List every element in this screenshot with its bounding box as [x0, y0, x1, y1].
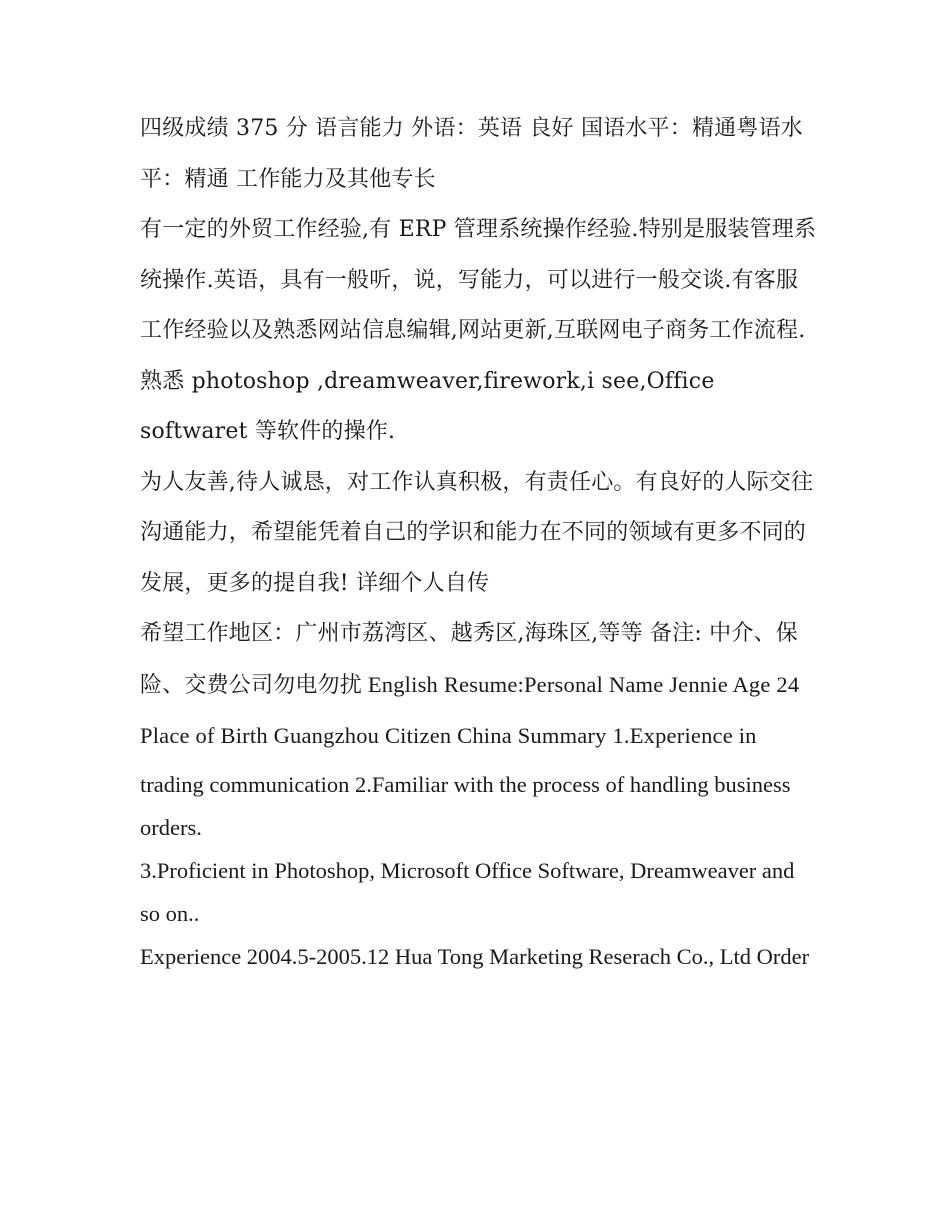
english-resume-intro: English Resume:Personal Name Jennie Age 24 Place of Birth Guangzhou Citizen China Summary 1.Experience in: [140, 671, 800, 748]
paragraph-skills-summary: 四级成绩 375 分 语言能力 外语：英语 良好 国语水平：精通粤语水平：精通 工作能力及其他专长: [140, 116, 803, 192]
paragraph-summary-trading: trading communication 2.Familiar with the process of handling business orders.: [140, 771, 791, 840]
paragraph-experience: Experience 2004.5-2005.12 Hua Tong Marketing Reserach Co., Ltd Order: [140, 943, 810, 969]
document-body: [140, 104, 820, 978]
paragraph-personal-traits: 为人友善,待人诚恳，对工作认真积极，有责任心。有良好的人际交往沟通能力，希望能凭着自己的学识和能力在不同的领域有更多不同的发展，更多的提自我! 详细个人自传: [140, 469, 814, 596]
paragraph-work-experience: 有一定的外贸工作经验,有 ERP 管理系统操作经验.特别是服装管理系统操作.英语，具有一般听，说，写能力，可以进行一般交谈.有客服工作经验以及熟悉网站信息编辑,网站更新,互联网电子商务工作流程.: [140, 217, 817, 343]
paragraph-work-location: [140, 609, 820, 763]
paragraph-summary-software: 3.Proficient in Photoshop, Microsoft Office Software, Dreamweaver and so on..: [140, 857, 795, 926]
paragraph-software-skills: 熟悉 photoshop ,dreamweaver,firework,i see,Office softwaret 等软件的操作.: [140, 368, 715, 444]
work-location-text: 希望工作地区：广州市荔湾区、越秀区,海珠区,等等 备注: 中介、保险、交费公司勿电勿扰: [140, 621, 798, 698]
